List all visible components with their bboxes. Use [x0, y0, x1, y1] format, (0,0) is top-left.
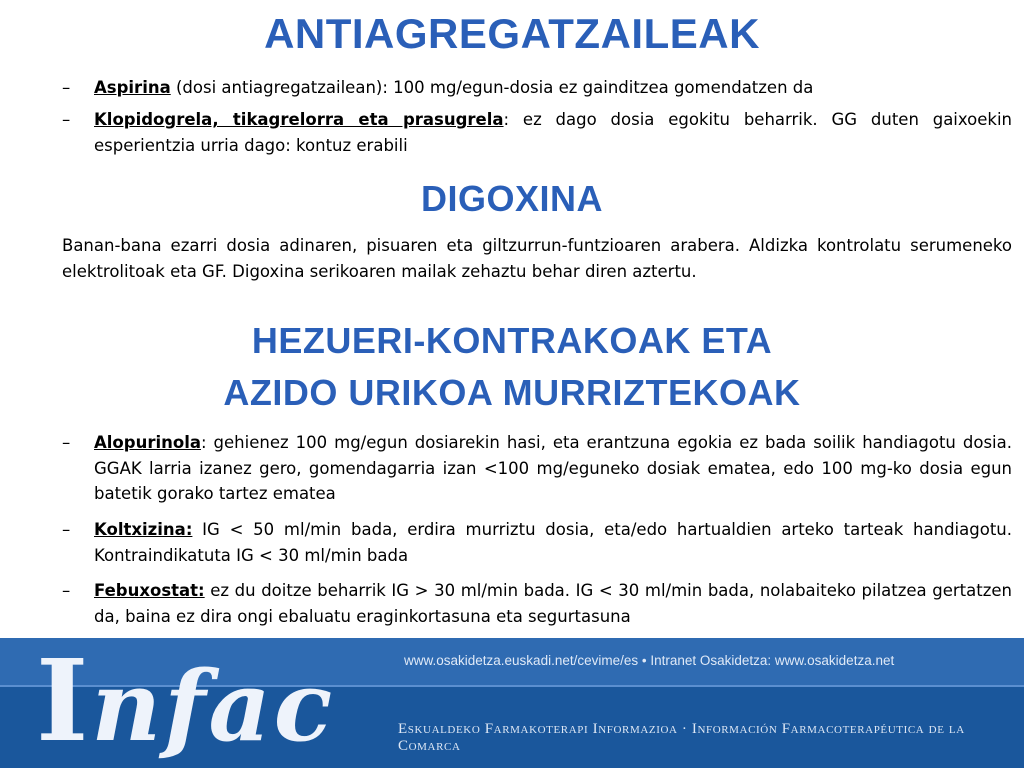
list-item [62, 75, 1012, 101]
bullet-dash: – [62, 520, 71, 539]
footer-tagline: Eskualdeko Farmakoterapi Informazioa · Información Farmacoterapéutica de la Comarca [398, 721, 965, 754]
list-item [62, 578, 1012, 629]
footer-urls: www.osakidetza.euskadi.net/cevime/es • Intranet Osakidetza: www.osakidetza.net [404, 653, 895, 668]
bullet-dash: – [62, 78, 71, 97]
item-text: : ez dago dosia egokitu beharrik. GG duten gaixoekin esperientzia urria dago: kontuz erabili [94, 110, 1012, 155]
section-title-digoxina: DIGOXINA [420, 178, 603, 219]
drug-name: Alopurinola [94, 433, 201, 452]
list-item [62, 517, 1012, 568]
list-item [62, 430, 1012, 507]
logo-rest: nfac [91, 650, 336, 763]
infac-logo [36, 638, 336, 767]
list-item [62, 107, 1012, 158]
drug-name: Aspirina [94, 78, 171, 97]
logo-initial: I [36, 638, 92, 767]
section-title-hezueri-line1: HEZUERI-KONTRAKOAK ETA [251, 320, 773, 361]
item-text: : gehienez 100 mg/egun dosiarekin hasi, eta erantzuna egokia ez bada soilik handiagotu dosia. GGAK larria izanez gero, gomendagarria izan <100 mg/eguneko dosiak ematea, edo 100 mg-ko dosia egun batetik gorako tartez ematea [94, 433, 1012, 503]
bullet-dash: – [62, 110, 71, 129]
digoxina-paragraph: Banan-bana ezarri dosia adinaren, pisuaren eta giltzurrun-funtzioaren arabera. Aldizka kontrolatu serumeneko elektrolitoak eta GF. Digoxina serikoaren mailak zehaztu behar diren aztertu. [62, 236, 1012, 281]
section-title-hezueri-line2: AZIDO URIKOA MURRIZTEKOAK [223, 372, 801, 413]
item-text: IG < 50 ml/min bada, erdira murriztu dosia, eta/edo hartualdien arteko tarteak handiagotu. Kontraindikatuta IG < 30 ml/min bada [94, 520, 1012, 565]
item-text: (dosi antiagregatzailean): 100 mg/egun-dosia ez gainditzea gomendatzen da [170, 78, 814, 97]
bullet-dash: – [62, 433, 71, 452]
section-title-antiagregatzaileak: ANTIAGREGATZAILEAK [264, 10, 760, 57]
bullet-dash: – [62, 581, 71, 600]
drug-name: Koltxizina: [94, 520, 193, 539]
item-text: ez du doitze beharrik IG > 30 ml/min bada. IG < 30 ml/min bada, nolabaiteko pilatzea gertatzen da, baina ez dira ongi ebaluatu eraginkortasuna eta segurtasuna [94, 581, 1012, 626]
footer-banner [0, 638, 1024, 768]
drug-name: Klopidogrela, tikagrelorra eta prasugrela [94, 110, 504, 129]
drug-name: Febuxostat: [94, 581, 205, 600]
